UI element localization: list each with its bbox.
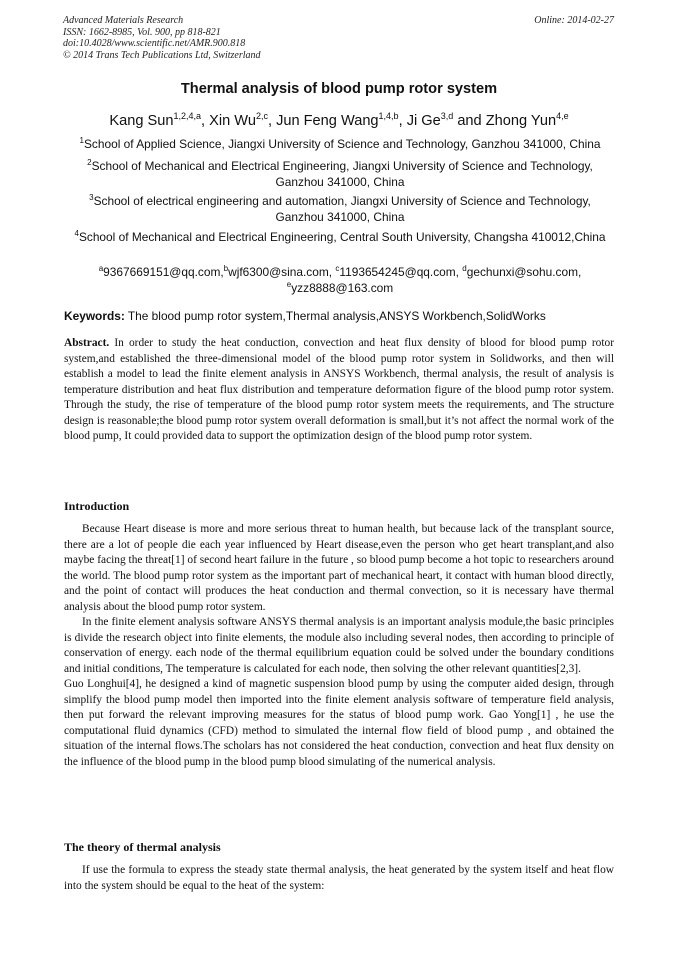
author-sep: , — [201, 113, 210, 129]
issn: ISSN: 1662-8985, Vol. 900, pp 818-821 — [63, 26, 221, 38]
journal-header — [63, 15, 261, 61]
affiliation-3: $^3$School of electrical engineering and automation, Jiangxi University of Science and Technology, Ganzhou 341000, China — [89, 193, 591, 224]
affiliation-2: $^2$School of Mechanical and Electrical Engineering, Jiangxi University of Science and Technology, Ganzhou 341000, China — [87, 158, 593, 189]
email-link[interactable]: 9367669151@qq.com, — [103, 265, 224, 279]
author-name: Ji Ge — [406, 113, 441, 129]
affiliation-4: $^4$School of Mechanical and Electrical Engineering, Central South University, Changsha 410012,China — [74, 229, 606, 244]
email-link[interactable]: gechunxi@sohu.com, — [466, 265, 582, 279]
doi: doi:10.4028/www.scientific.net/AMR.900.818 — [63, 38, 246, 49]
introduction-body — [64, 522, 614, 770]
author-name: Jun Feng Wang — [276, 113, 379, 129]
paragraph: Because Heart disease is more and more serious threat to human health, but because lack of the transplant source, there are a lot of people die each year influenced by Heart disease,even the person who get heart transplant,and also maybe facing the threat[1] of second heart failure in the future , so blood pump become a hot topic to researchers around the world. The blood pump rotor system as the important part of mechanical heart, it contact with human blood directly, and the point of contact will produces the heat conduction and thermal convection, so it is necessary have thermal analysis about the blood pump rotor system. — [64, 523, 614, 613]
email-link[interactable]: wjf6300@sina.com, — [228, 265, 336, 279]
paper-title: Thermal analysis of blood pump rotor system — [180, 81, 498, 97]
email-list: $^a$9367669151@qq.com,$^b$wjf6300@sina.com, $^c$1193654245@qq.com, $^d$gechunxi@sohu.com, $^e$yzz8888@163.com — [98, 264, 582, 295]
theory-body — [64, 863, 614, 894]
email-link[interactable]: yzz8888@163.com — [291, 280, 394, 295]
section-heading-theory: The theory of thermal analysis — [64, 840, 221, 854]
keywords — [64, 309, 624, 323]
author-affil-sup: 3,d — [440, 111, 454, 121]
online-date: Online: 2014-02-27 — [534, 15, 614, 26]
affiliation-1: $^1$School of Applied Science, Jiangxi University of Science and Technology, Ganzhou 341000, China — [79, 136, 601, 151]
abstract-text: In order to study the heat conduction, convection and heat flux density of blood for blood pump rotor system,and established the three-dimensional model of the blood pump rotor system in Solidworks, and then will establish a model to lead the finite element analysis in ANSYS Workbench, thermal analysis, the result of analysis is temperature distribution and heat flux distribution and temperature deformation figure of the blood pump rotor system. Through the study, the rise of temperature of the blood pump rotor system meets the requirements, and The structure design is reasonable;the blood pump rotor system overall deformation is small,but it’s not affect the normal work of the blood pump, It could provided data to support the optimization design of the blood pump rotor system. — [64, 337, 614, 442]
author-list — [0, 113, 678, 129]
author-name: Zhong Yun — [485, 113, 557, 129]
abstract-label: Abstract. — [64, 337, 110, 349]
paragraph: Guo Longhui[4], he designed a kind of magnetic suspension blood pump by using the computer aided design, through simplify the blood pump model then imported into the finite element analysis software of temperature field analysis, then put forward the relevant improving measures for the status of blood pump work. Gao Yong[1] , he use the computational fluid dynamics (CFD) method to simulated the internal flow field of blood pump , and obtained the situation of the internal flows.The scholars has not considered the heat conduction, convection and heat flux density on the influence of the blood pump in the blood pump blood simulating of the numerical analysis. — [64, 678, 614, 768]
copyright: © 2014 Trans Tech Publications Ltd, Switzerland — [63, 49, 261, 61]
journal-name: Advanced Materials Research — [63, 15, 184, 26]
abstract — [64, 336, 614, 445]
author-affil-sup: 4,e — [556, 111, 569, 121]
paragraph: If use the formula to express the steady state thermal analysis, the heat generated by the system itself and heat flow into the system should be equal to the heat of the system: — [64, 864, 614, 892]
keywords-label: Keywords: — [64, 309, 125, 323]
author-affil-sup: 2,c — [255, 111, 268, 121]
keywords-text: The blood pump rotor system,Thermal analysis,ANSYS Workbench,SolidWorks — [127, 309, 546, 323]
author-affil-sup: 1,2,4,a — [173, 111, 202, 121]
author-name: Xin Wu — [209, 113, 256, 129]
paragraph: In the finite element analysis software ANSYS thermal analysis is an important analysis module,the basic principles is divide the research object into finite elements, the module also including several nodes, then according to principle of conservation of energy. each node of the thermal equilibrium equation could be solved under the boundary conditions and initial conditions, The temperature is calculated for each node, then solving the other relevant quantities[2,3]. — [64, 616, 614, 675]
email-link[interactable]: 1193654245@qq.com, — [339, 265, 463, 279]
author-sep: , — [398, 113, 407, 129]
section-heading-introduction: Introduction — [64, 499, 130, 513]
author-sep: , — [267, 113, 277, 129]
author-sep: and — [453, 113, 486, 129]
author-affil-sup: 1,4,b — [378, 111, 399, 121]
author-name: Kang Sun — [109, 113, 174, 129]
